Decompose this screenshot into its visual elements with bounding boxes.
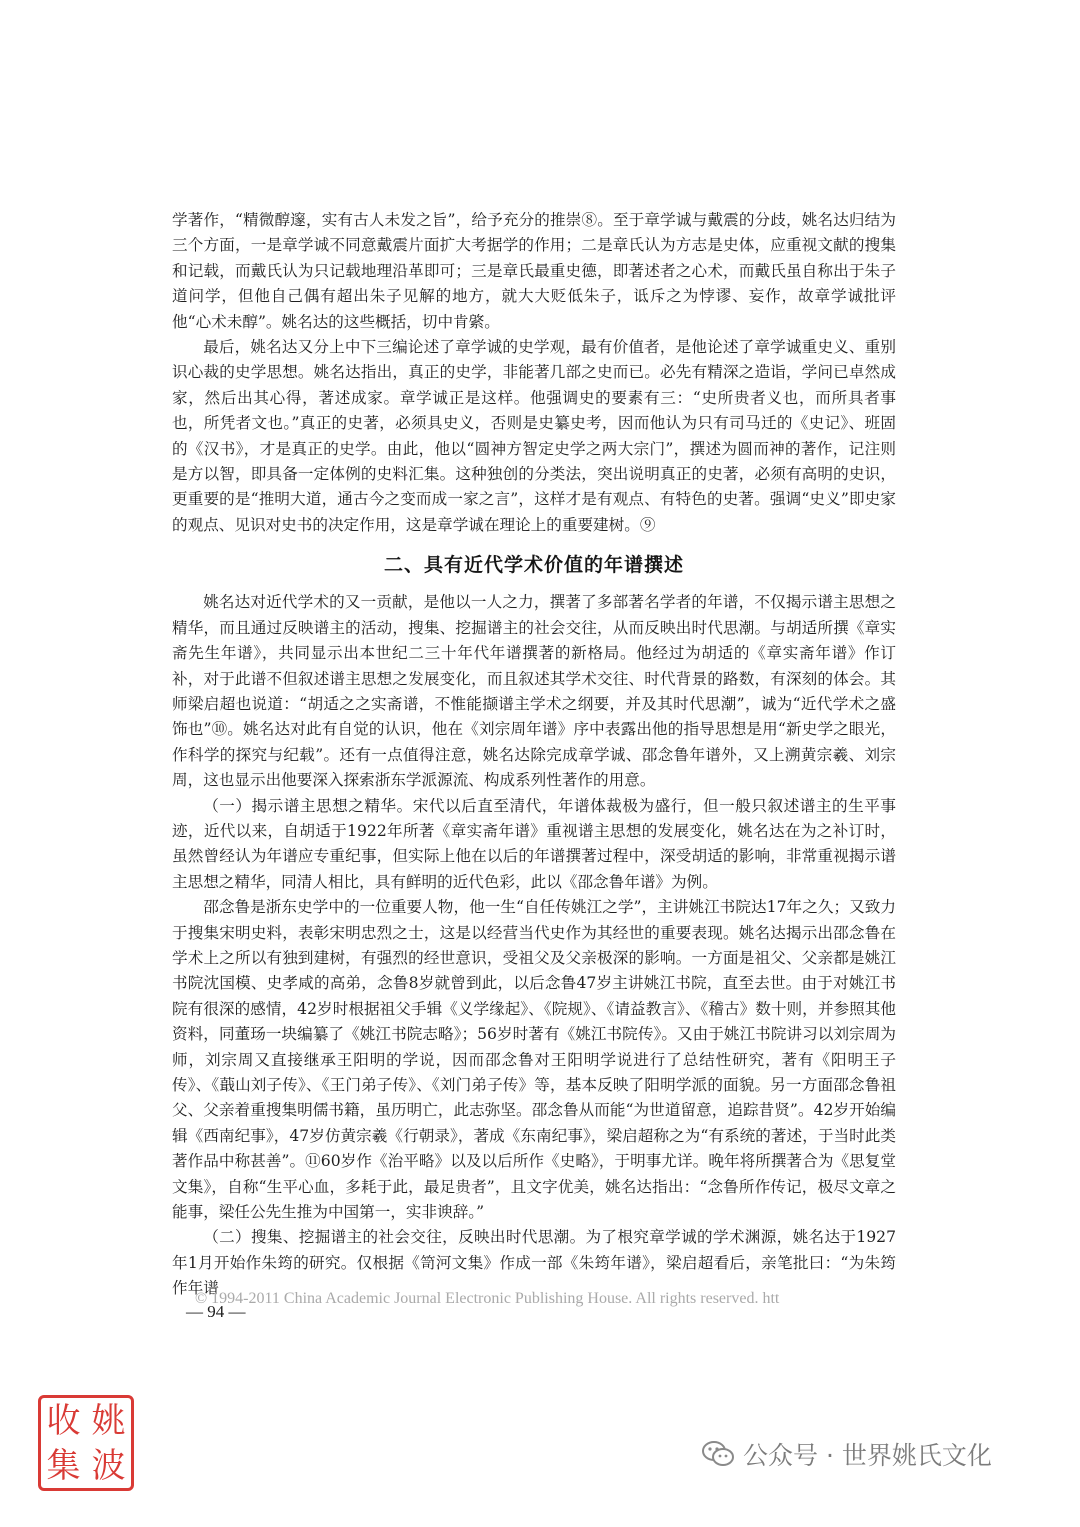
seal-char: 集 [46, 1445, 81, 1486]
section-heading: 二、具有近代学术价值的年谱撰述 [383, 554, 684, 577]
paragraph: 姚名达对近代学术的又一贡献，是他以一人之力，撰著了多部著名学者的年谱，不仅揭示谱主思想之精华，而且通过反映谱主的活动，搜集、挖掘谱主的社会交往，从而反映出时代思潮。与胡适所撰《章实斋先生年谱》，共同显示出本世纪二三十年代年谱撰著的新格局。他经过为胡适的《章实斋年谱》作订补，对于此谱不但叙述谱主思想之发展变化，而且叙述其学术交往、时代背景的路数，有深刻的体会。其师梁启超也说道：“胡适之之实斋谱，不惟能撷谱主学术之纲要，并及其时代思潮”，诚为“近代学术之盛饰也”⑩。姚名达对此有自觉的认识，他在《刘宗周年谱》序中表露出他的指导思想是用“新史学之眼光，作科学的探究与纪载”。还有一点值得注意，姚名达除完成章学诚、邵念鲁年谱外，又上溯黄宗羲、刘宗周，这也显示出他要深入探索浙东学派源流、构成系列性著作的用意。 [172, 593, 896, 790]
wechat-account-label: 公众号 · 世界姚氏文化 [743, 1441, 992, 1470]
red-seal-stamp [38, 1395, 134, 1491]
paragraph: 学著作，“精微醇邃，实有古人未发之旨”，给予充分的推崇⑧。至于章学诚与戴震的分歧，姚名达归结为三个方面，一是章学诚不同意戴震片面扩大考据学的作用；二是章氏认为方志是史体，应重视文献的搜集和记载，而戴氏认为只记载地理沿革即可；三是章氏最重史德，即著述者之心术，而戴氏虽自称出于朱子道问学，但他自己偶有超出朱子见解的地方，就大大贬低朱子，诋斥之为悖谬、妄作，故章学诚批评他“心术未醇”。姚名达的这些概括，切中肯綮。 [172, 211, 896, 331]
paragraph: 最后，姚名达又分上中下三编论述了章学诚的史学观，最有价值者，是他论述了章学诚重史义、重别识心裁的史学思想。姚名达指出，真正的史学，非能著几部之史而已。必先有精深之造诣，学问已卓然成家，然后出其心得，著述成家。章学诚正是这样。他强调史的要素有三：“史所贵者义也，而所具者事也，所凭者文也。”真正的史著，必须具史义，否则是史纂史考，因而他认为只有司马迁的《史记》、班固的《汉书》，才是真正的史学。由此，他以“圆神方智定史学之两大宗门”，撰述为圆而神的著作，记注则是方以智，即具备一定体例的史料汇集。这种独创的分类法，突出说明真正的史著，必须有高明的史识，更重要的是“推明大道，通古今之变而成一家之言”，这样才是有观点、有特色的史著。强调“史义”即史家的观点、见识对史书的决定作用，这是章学诚在理论上的重要建树。⑨ [172, 338, 896, 534]
wechat-account-watermark [701, 1436, 992, 1472]
seal-char: 波 [91, 1445, 126, 1486]
paragraph: 邵念鲁是浙东史学中的一位重要人物，他一生“自任传姚江之学”，主讲姚江书院达17年之久；又致力于搜集宋明史料，表彰宋明忠烈之士，这是以经营当代史作为其经世的重要表现。姚名达揭示出邵念鲁在学术上之所以有独到建树，有强烈的经世意识，受祖父及父亲极深的影响。一方面是祖父、父亲都是姚江书院沈国模、史孝咸的高弟，念鲁8岁就曾到此，以后念鲁47岁主讲姚江书院，直至去世。由于对姚江书院有很深的感情，42岁时根据祖父手辑《义学缘起》、《院规》、《请益教言》、《稽古》数十则，并参照其他资料，同董玚一块编纂了《姚江书院志略》；56岁时著有《姚江书院传》。又由于姚江书院讲习以刘宗周为师，刘宗周又直接继承王阳明的学说，因而邵念鲁对王阳明学说进行了总结性研究，著有《阳明王子传》、《蕺山刘子传》、《王门弟子传》、《刘门弟子传》等，基本反映了阳明学派的面貌。另一方面邵念鲁祖父、父亲着重搜集明儒书籍，虽历明亡，此志弥坚。邵念鲁从而能“为世道留意，追踪昔贤”。42岁开始编辑《西南纪事》，47岁仿黄宗羲《行朝录》，著成《东南纪事》，梁启超称之为“有系统的著述，于当时此类著作品中称甚善”。⑪60岁作《治平略》以及以后所作《史略》，于明事尤详。晚年将所撰著合为《思复堂文集》，自称“生平心血，多耗于此，最足贵者”，且文字优美，姚名达指出：“念鲁所作传记，极尽文章之能事，梁任公先生推为中国第一，实非谀辞。” [172, 898, 896, 1222]
article-body [172, 208, 896, 1302]
seal-char: 姚 [91, 1400, 126, 1441]
page-number: — 94 — [186, 1302, 246, 1321]
copyright-watermark: © 1994-2011 China Academic Journal Electronic Publishing House. All rights reserved. htt [195, 1290, 780, 1307]
seal-char: 收 [46, 1400, 81, 1441]
wechat-icon [701, 1439, 735, 1469]
paragraph: （二）搜集、挖掘谱主的社会交往，反映出时代思潮。为了根究章学诚的学术渊源，姚名达于1927年1月开始作朱筠的研究。仅根据《笥河文集》作成一部《朱筠年谱》，梁启超看后，亲笔批曰：“为朱筠作年谱 [172, 1228, 896, 1298]
paragraph: （一）揭示谱主思想之精华。宋代以后直至清代，年谱体裁极为盛行，但一般只叙述谱主的生平事迹，近代以来，自胡适于1922年所著《章实斋年谱》重视谱主思想的发展变化，姚名达在为之补订时，虽然曾经认为年谱应专重纪事，但实际上他在以后的年谱撰著过程中，深受胡适的影响，非常重视揭示谱主思想之精华，同清人相比，具有鲜明的近代色彩，此以《邵念鲁年谱》为例。 [172, 796, 896, 891]
